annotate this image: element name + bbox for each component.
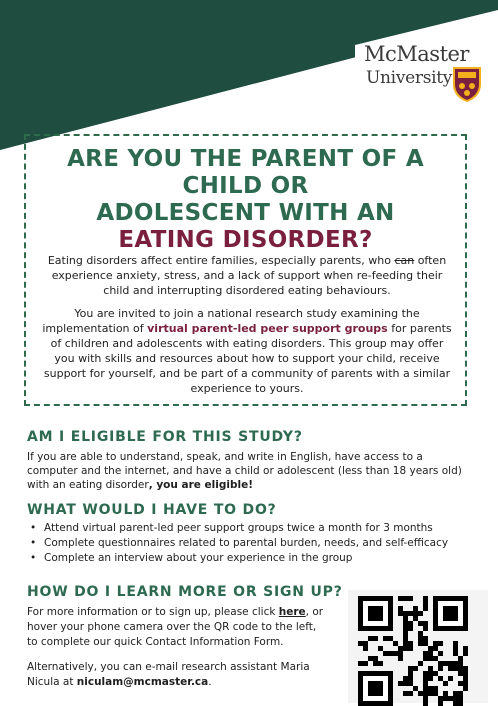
eligibility-text [27,450,472,492]
mcmaster-logo [364,42,496,112]
todo-item-text: Attend virtual parent-led peer support groups twice a month for 3 months [44,522,433,534]
crest-icon [452,66,482,102]
intro-p2-text-a: You are invited to join a national research study examining the implementation of [42,307,420,335]
learn-p1-text-a: For more information or to sign up, please click [27,606,279,618]
qr-code[interactable] [348,590,488,703]
intro-p2-highlight: virtual parent-led peer support groups [147,322,388,335]
qr-code-icon [358,596,478,706]
intro-p1-text-b: often experience anxiety, stress, and a lack of support when re-feeding their child and interrupting disordered eating behaviours. [51,254,447,297]
learn-p1-text-b: , or hover your phone camera over the QR code to the left, to complete our quick Contact Information Form. [27,606,324,648]
logo-university: University [366,68,453,88]
learn-paragraph-2 [27,660,327,690]
sign-up-link[interactable]: here [278,606,306,618]
contact-email[interactable]: niculam@mcmaster.ca [76,676,209,688]
learn-title: HOW DO I LEARN MORE OR SIGN UP? [27,584,343,600]
learn-p2-text-a: Alternatively, you can e-mail research assistant Maria Nicula at [27,661,310,688]
intro-p2-text-b: for parents of children and adolescents with eating disorders. This group may offer you with skills and resources about how to support your child, receive support for yourself, and be part of a community of parents with a similar experience to yours. [43,322,452,395]
intro-p1-text-a: Eating disorders affect entire families, especially parents, who [47,254,395,267]
todo-item [30,521,433,535]
intro-paragraph-2 [42,306,452,396]
todo-title: WHAT WOULD I HAVE TO DO? [27,502,277,518]
eligibility-text-b: , you are eligible! [148,479,254,491]
logo-name: McMaster [364,42,469,66]
intro-p1-strike: can [394,254,415,267]
todo-item-text: Complete an interview about your experience in the group [44,552,353,564]
todo-item [30,536,448,550]
intro-paragraph-1 [42,253,452,298]
todo-item-text: Complete questionnaires related to parental burden, needs, and self-efficacy [44,537,449,549]
eligibility-title: AM I ELIGIBLE FOR THIS STUDY? [27,429,303,445]
learn-paragraph-1 [27,605,327,650]
todo-item [30,551,352,565]
headline-line2: ADOLESCENT WITH AN [96,200,395,226]
learn-p2-text-b: . [208,676,212,688]
headline-line3: EATING DISORDER? [118,227,373,253]
eligibility-text-a: If you are able to understand, speak, and write in English, have access to a computer and the internet, and have a child or adolescent (less than 18 years old) with an eating disorder [27,451,462,491]
headline-line1: ARE YOU THE PARENT OF A CHILD OR [67,146,424,199]
headline [24,146,467,254]
